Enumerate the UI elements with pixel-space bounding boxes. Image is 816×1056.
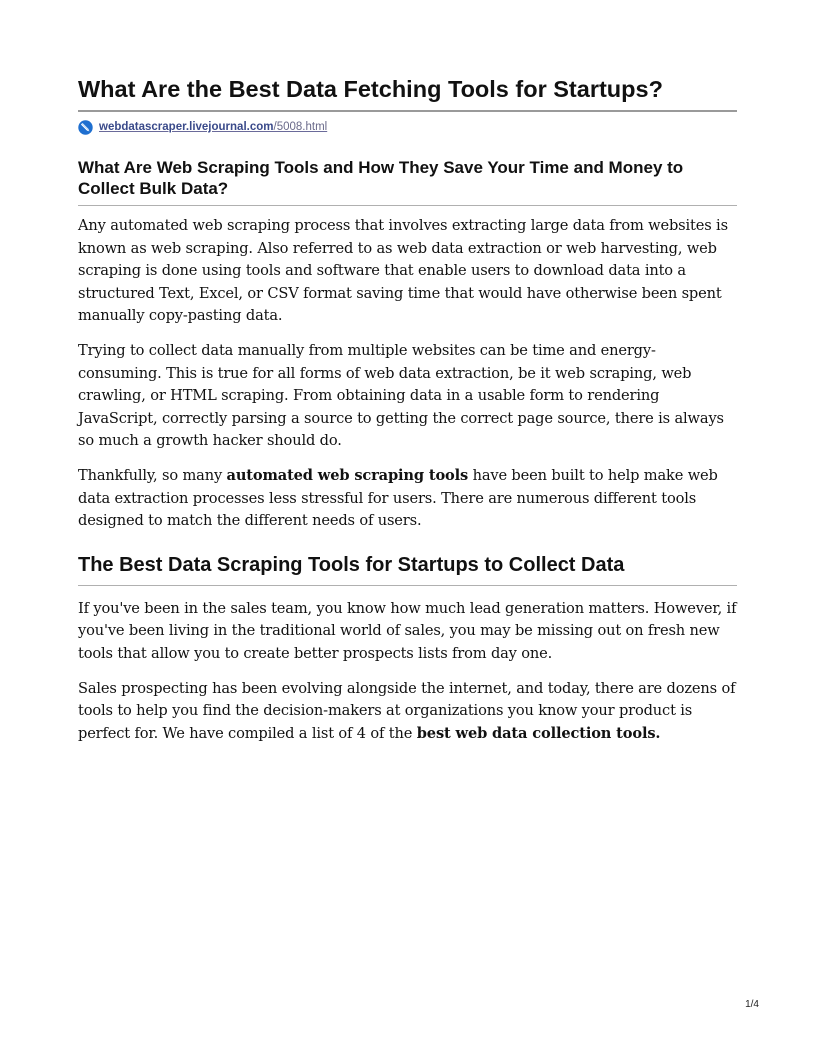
source-path: /5008.html [273,121,328,133]
paragraph [78,465,737,533]
paragraph [78,678,737,746]
paragraph-text: Thankfully, so many [78,466,227,484]
source-line [78,118,737,136]
livejournal-pencil-icon [78,120,93,135]
source-url-link[interactable] [99,121,327,133]
paragraph: Trying to collect data manually from multiple websites can be time and energy-consuming. This is true for all forms of web data extraction, be it web scraping, web crawling, or HTML scraping. From obtaining data in a usable form to rendering JavaScript, correctly parsing a source to getting the correct page source, there is always so much a growth hacker should do. [78,341,724,450]
page-number: 1/4 [745,999,759,1010]
bold-phrase: automated web scraping tools [226,466,469,484]
paragraph-text: have been built to help make web data extraction processes less stressful for users. There are numerous different tools designed to match the different needs of users. [78,466,718,530]
source-domain: webdatascraper.livejournal.com [99,121,274,133]
section-heading-web-scraping-tools: What Are Web Scraping Tools and How They Save Your Time and Money to Collect Bulk Data? [78,157,737,206]
document-page [78,74,737,745]
section-heading-best-tools: The Best Data Scraping Tools for Startups to Collect Data [78,553,737,586]
bold-phrase: best web data collection tools. [416,724,661,742]
paragraph-text: Sales prospecting has been evolving alongside the internet, and today, there are dozens of tools to help you find the decision-makers at organizations you know your product is perfect for. We have compiled a list of 4 of the [78,679,736,742]
paragraph: Any automated web scraping process that involves extracting large data from websites is known as web scraping. Also referred to as web data extraction or web harvesting, web scraping is done using tools and software that enable users to download data into a structured Text, Excel, or CSV format saving time that would have otherwise been spent manually copy-pasting data. [78,217,728,325]
page-title: What Are the Best Data Fetching Tools for Startups? [78,74,737,112]
paragraph: If you've been in the sales team, you know how much lead generation matters. However, if you've been living in the traditional world of sales, you may be missing out on fresh new tools that allow you to create better prospects lists from day one. [78,599,737,662]
